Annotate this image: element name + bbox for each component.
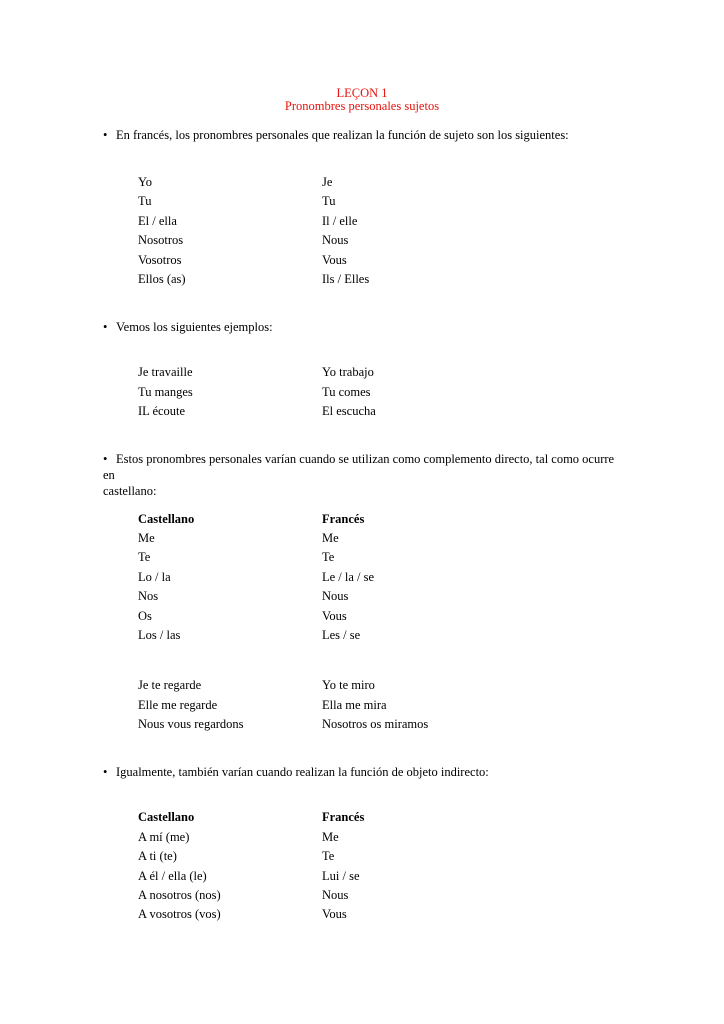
bullet-icon: • xyxy=(103,128,108,142)
table-row xyxy=(0,829,724,845)
table-row xyxy=(0,627,724,643)
french-example-cell: IL écoute xyxy=(138,404,186,418)
spanish-cell: A vosotros (vos) xyxy=(138,907,221,921)
spanish-cell: A nosotros (nos) xyxy=(138,888,221,902)
french-cell: Me xyxy=(322,531,339,545)
table-header xyxy=(0,809,724,825)
section4-text: Igualmente, también varían cuando realizan la función de objeto indirecto: xyxy=(116,765,489,779)
french-cell: Vous xyxy=(322,907,347,921)
spanish-cell: Os xyxy=(138,609,152,623)
table-row xyxy=(0,174,724,190)
table-row xyxy=(0,906,724,922)
section3-text-line2: castellano: xyxy=(103,484,157,498)
french-cell: Je xyxy=(322,175,333,189)
table-row xyxy=(0,403,724,419)
column-header-frances: Francés xyxy=(322,512,365,526)
spanish-cell: A ti (te) xyxy=(138,849,177,863)
bullet-icon: • xyxy=(103,452,108,466)
section1-text: En francés, los pronombres personales que realizan la función de sujeto son los siguientes: xyxy=(116,128,569,142)
spanish-cell: A mí (me) xyxy=(138,830,190,844)
table-row xyxy=(0,271,724,287)
spanish-example-cell: Tu comes xyxy=(322,385,371,399)
section2-paragraph xyxy=(103,319,623,335)
spanish-example-cell: Nosotros os miramos xyxy=(322,717,429,731)
french-example-cell: Je travaille xyxy=(138,365,193,379)
french-example-cell: Je te regarde xyxy=(138,678,202,692)
french-example-cell: Tu manges xyxy=(138,385,193,399)
table-row xyxy=(0,608,724,624)
table-row xyxy=(0,716,724,732)
table-row xyxy=(0,213,724,229)
spanish-example-cell: El escucha xyxy=(322,404,376,418)
french-cell: Le / la / se xyxy=(322,570,375,584)
french-cell: Tu xyxy=(322,194,336,208)
french-cell: Vous xyxy=(322,253,347,267)
french-cell: Me xyxy=(322,830,339,844)
spanish-cell: Nosotros xyxy=(138,233,184,247)
french-cell: Nous xyxy=(322,589,349,603)
spanish-cell: Los / las xyxy=(138,628,181,642)
french-example-cell: Elle me regarde xyxy=(138,698,218,712)
french-cell: Les / se xyxy=(322,628,361,642)
column-header-frances: Francés xyxy=(322,810,365,824)
french-cell: Nous xyxy=(322,233,349,247)
section3-text-line1: Estos pronombres personales varían cuando se utilizan como complemento directo, tal como ocurre en xyxy=(103,452,615,482)
spanish-cell: Tu xyxy=(138,194,152,208)
column-header-castellano: Castellano xyxy=(138,512,195,526)
spanish-cell: A él / ella (le) xyxy=(138,869,207,883)
spanish-cell: Nos xyxy=(138,589,159,603)
section3-paragraph xyxy=(103,451,623,499)
spanish-cell: Lo / la xyxy=(138,570,171,584)
table-row xyxy=(0,868,724,884)
spanish-example-cell: Yo trabajo xyxy=(322,365,374,379)
spanish-example-cell: Ella me mira xyxy=(322,698,387,712)
section2-text: Vemos los siguientes ejemplos: xyxy=(116,320,273,334)
table-row xyxy=(0,887,724,903)
table-row xyxy=(0,384,724,400)
column-header-castellano: Castellano xyxy=(138,810,195,824)
spanish-cell: Vosotros xyxy=(138,253,182,267)
bullet-icon: • xyxy=(103,765,108,779)
spanish-cell: Te xyxy=(138,550,151,564)
table-row xyxy=(0,530,724,546)
table-header xyxy=(0,511,724,527)
table-row xyxy=(0,364,724,380)
table-row xyxy=(0,848,724,864)
spanish-cell: Me xyxy=(138,531,155,545)
table-row xyxy=(0,677,724,693)
table-row xyxy=(0,193,724,209)
section4-paragraph xyxy=(103,764,623,780)
table-row xyxy=(0,232,724,248)
french-cell: Il / elle xyxy=(322,214,358,228)
french-cell: Vous xyxy=(322,609,347,623)
french-cell: Te xyxy=(322,849,335,863)
lesson-subtitle: Pronombres personales sujetos xyxy=(284,99,440,113)
french-example-cell: Nous vous regardons xyxy=(138,717,244,731)
french-cell: Ils / Elles xyxy=(322,272,370,286)
section1-paragraph xyxy=(103,127,623,143)
french-cell: Lui / se xyxy=(322,869,360,883)
table-row xyxy=(0,697,724,713)
french-cell: Nous xyxy=(322,888,349,902)
spanish-cell: Ellos (as) xyxy=(138,272,186,286)
french-cell: Te xyxy=(322,550,335,564)
table-row xyxy=(0,588,724,604)
lesson-title: LEÇON 1 xyxy=(336,86,388,100)
spanish-cell: Yo xyxy=(138,175,153,189)
bullet-icon: • xyxy=(103,320,108,334)
table-row xyxy=(0,252,724,268)
table-row xyxy=(0,549,724,565)
spanish-example-cell: Yo te miro xyxy=(322,678,375,692)
table-row xyxy=(0,569,724,585)
spanish-cell: El / ella xyxy=(138,214,177,228)
